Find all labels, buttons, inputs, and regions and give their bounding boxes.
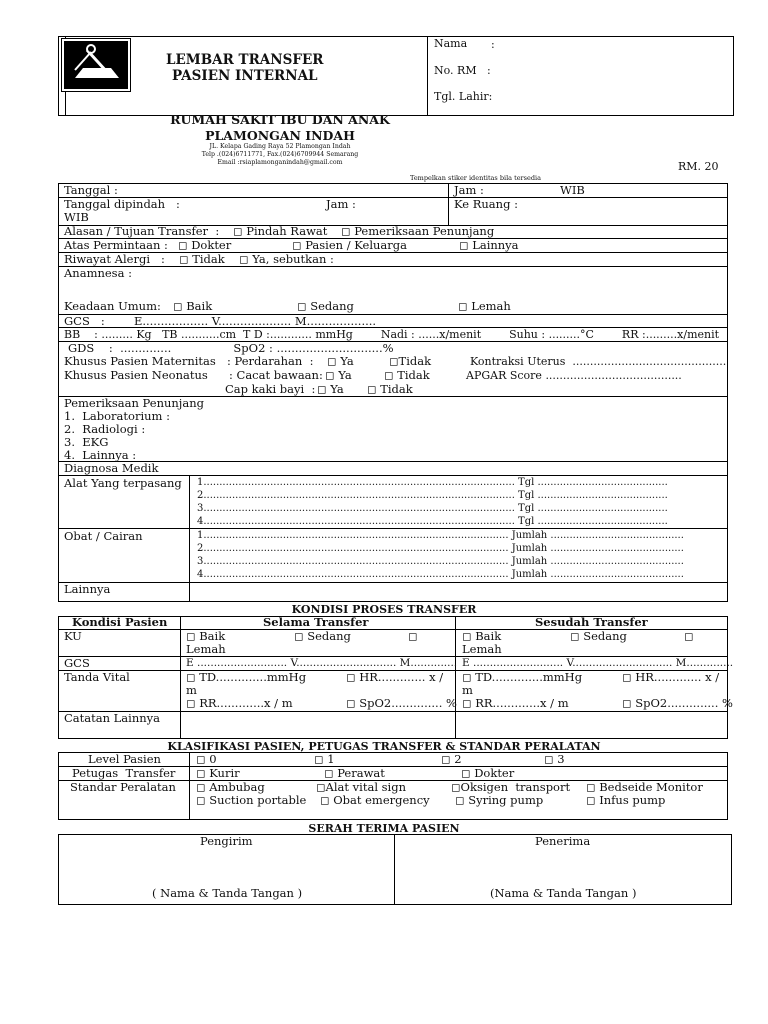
lainnya-label: Lainnya: [64, 582, 111, 596]
hospital-name-line1: RUMAH SAKIT IBU DAN ANAK: [170, 112, 390, 127]
checkbox-ku-baik[interactable]: ◻ Baik: [173, 300, 212, 313]
checkbox-icon: [196, 793, 206, 807]
hospital-address: JL. Kelapa Gading Raya 52 Plamongan Indah: [209, 143, 351, 150]
checkbox-icon: [324, 766, 334, 780]
penunjang-title: Pemeriksaan Penunjang: [64, 396, 204, 410]
checkbox-icon: [455, 793, 465, 807]
checkbox-icon: [341, 224, 351, 238]
penunjang-item-1: 1. Laboratorium :: [64, 409, 170, 423]
checkbox-level-0[interactable]: ◻ 0: [196, 753, 217, 766]
checkbox-infus-pump[interactable]: ◻ Infus pump: [586, 794, 665, 807]
checkbox-level-1[interactable]: ◻ 1: [314, 753, 335, 766]
selama-gcs-line[interactable]: E ........................... V.............................. M..............: [186, 657, 458, 669]
checkbox-dokter[interactable]: ◻ Dokter: [178, 239, 231, 252]
checkbox-icon: [186, 629, 196, 643]
checkbox-icon: [196, 780, 206, 794]
sesudah-lemah-label: Lemah: [462, 642, 502, 656]
col-sesudah-transfer: Sesudah Transfer: [535, 615, 648, 629]
checkbox-icon: [297, 299, 307, 313]
checkbox-ku-lemah[interactable]: ◻ Lemah: [458, 300, 511, 313]
checkbox-icon: [384, 368, 394, 382]
maternitas-label: Khusus Pasien Maternitas: [64, 354, 216, 368]
checkbox-icon: [178, 238, 188, 252]
checkbox-icon: [196, 752, 206, 766]
hospital-phone: Telp .(024)6711771, Fax.(024)6709944 Semarang: [201, 151, 359, 158]
sesudah-td[interactable]: ◻ TD..............mmHg: [462, 671, 582, 684]
pengirim-label: Pengirim: [200, 834, 253, 848]
no-rm-label: No. RM: [434, 64, 477, 77]
penerima-label: Penerima: [535, 834, 591, 848]
kontraksi-uterus[interactable]: Kontraksi Uterus ............................................: [470, 355, 727, 368]
checkbox-icon: [346, 670, 356, 684]
alat-line-2[interactable]: 2.................................................................................................. Tgl .........................................: [197, 490, 668, 501]
penunjang-item-3: 3. EKG: [64, 435, 109, 449]
alat-line-1[interactable]: 1.................................................................................................. Tgl .........................................: [197, 477, 668, 488]
obat-label: Obat / Cairan: [64, 529, 143, 543]
checkbox-cacat-tidak[interactable]: ◻ Tidak: [384, 369, 430, 382]
selama-hr[interactable]: ◻ HR............. x /: [346, 671, 443, 684]
sticker-note: Tempelkan stiker identitas bila tersedia: [410, 174, 541, 182]
checkbox-icon: [462, 670, 472, 684]
checkbox-icon: [441, 752, 451, 766]
cacat-label: : Cacat bawaan:: [229, 368, 323, 382]
checkbox-icon: [586, 793, 596, 807]
nama-label: Nama: [434, 37, 468, 50]
alat-line-4[interactable]: 4.................................................................................................. Tgl .........................................: [197, 516, 668, 527]
rm-code: RM. 20: [678, 160, 719, 173]
checkbox-icon: [622, 696, 632, 710]
sesudah-rr[interactable]: ◻ RR.............x / m: [462, 697, 569, 710]
cap-kaki-label: Cap kaki bayi :: [225, 382, 316, 396]
checkbox-kurir[interactable]: ◻ Kurir: [196, 767, 240, 780]
atas-permintaan-label: Atas Permintaan :: [64, 238, 168, 252]
alat-label: Alat Yang terpasang: [64, 476, 182, 490]
wib-dipindah-label: WIB: [64, 210, 89, 224]
obat-line-4[interactable]: 4................................................................................................ Jumlah ..........................................: [197, 569, 684, 580]
checkbox-level-2[interactable]: ◻ 2: [441, 753, 462, 766]
checkbox-icon: [462, 629, 472, 643]
checkbox-icon: [346, 696, 356, 710]
sesudah-hr[interactable]: ◻ HR............. x /: [622, 671, 719, 684]
checkbox-cap-ya[interactable]: ◻ Ya: [317, 383, 344, 396]
checkbox-icon: [451, 780, 461, 794]
checkbox-icon: [239, 252, 249, 266]
checkbox-icon: [196, 766, 206, 780]
sesudah-hr-unit: m: [462, 683, 473, 697]
col-kondisi-pasien: Kondisi Pasien: [72, 615, 168, 629]
checkbox-icon: [173, 299, 183, 313]
klasifikasi-title: KLASIFIKASI PASIEN, PETUGAS TRANSFER & STANDAR PERALATAN: [167, 740, 601, 753]
sesudah-gcs-line[interactable]: E ........................... V.............................. M..............: [462, 657, 734, 669]
selama-td[interactable]: ◻ TD..............mmHg: [186, 671, 306, 684]
selama-hr-unit: m: [186, 683, 197, 697]
checkbox-selama-sedang[interactable]: ◻ Sedang: [294, 630, 351, 643]
checkbox-selama-baik[interactable]: ◻ Baik: [186, 630, 225, 643]
ke-ruang-label: Ke Ruang :: [454, 197, 518, 211]
checkbox-icon: [314, 752, 324, 766]
jam-dipindah-label: Jam :: [326, 197, 356, 211]
checkbox-icon: [458, 299, 468, 313]
vitals-line[interactable]: BB : ......... Kg TB ...........cm T D :............ mmHg Nadi : ......x/menit Suhu : .........°C RR :.........x/menit: [64, 328, 720, 341]
form-title-line2: PASIEN INTERNAL: [172, 68, 318, 84]
jam-label: Jam :: [454, 183, 484, 197]
checkbox-cap-tidak[interactable]: ◻ Tidak: [367, 383, 413, 396]
kondisi-proses-title: KONDISI PROSES TRANSFER: [291, 603, 477, 616]
checkbox-alat-vital[interactable]: ◻ Alat vital sign: [316, 781, 406, 794]
checkbox-icon: [389, 354, 399, 368]
checkbox-syring-pump[interactable]: ◻ Syring pump: [455, 794, 543, 807]
checkbox-ambubag[interactable]: ◻ Ambubag: [196, 781, 265, 794]
keadaan-umum-label: Keadaan Umum:: [64, 299, 161, 313]
gds-line[interactable]: GDS : .............. SpO2 : .............................%: [68, 341, 394, 355]
checkbox-alergi-ya[interactable]: ◻ Ya, sebutkan :: [239, 253, 334, 266]
checkbox-bedside-monitor[interactable]: ◻ Bedseide Monitor: [586, 781, 703, 794]
apgar-score[interactable]: APGAR Score .......................................: [466, 369, 682, 382]
nama-colon: :: [491, 38, 495, 51]
catatan-label: Catatan Lainnya: [64, 711, 161, 725]
hospital-email: Email :rsiaplamonganindah@gmail.com: [217, 159, 343, 166]
checkbox-selama-lemah[interactable]: [408, 630, 418, 643]
checkbox-alergi-tidak[interactable]: ◻ Tidak: [179, 253, 225, 266]
checkbox-icon: [186, 670, 196, 684]
checkbox-icon: [320, 793, 330, 807]
tanggal-label: Tanggal :: [64, 183, 118, 197]
checkbox-obat-emergency[interactable]: ◻ Obat emergency: [320, 794, 430, 807]
petugas-transfer-label: Petugas Transfer: [72, 766, 176, 780]
obat-line-2[interactable]: 2................................................................................................ Jumlah ..........................................: [197, 543, 684, 554]
penerima-signature[interactable]: (Nama & Tanda Tangan ): [490, 886, 637, 900]
obat-line-3[interactable]: 3................................................................................................ Jumlah ..........................................: [197, 556, 684, 567]
checkbox-icon: [292, 238, 302, 252]
checkbox-icon: [367, 382, 377, 396]
form-title-line1: LEMBAR TRANSFER: [166, 52, 324, 68]
selama-lemah-label: Lemah: [186, 642, 226, 656]
checkbox-icon: [317, 382, 327, 396]
checkbox-icon: [316, 780, 326, 794]
checkbox-icon: [233, 224, 243, 238]
tanda-vital-label: Tanda Vital: [64, 670, 130, 684]
checkbox-level-3[interactable]: ◻ 3: [544, 753, 565, 766]
checkbox-pasien-keluarga[interactable]: ◻ Pasien / Keluarga: [292, 239, 407, 252]
checkbox-icon: [186, 696, 196, 710]
level-pasien-label: Level Pasien: [88, 752, 161, 766]
gcs2-label: GCS: [64, 656, 90, 670]
penunjang-item-2: 2. Radiologi :: [64, 422, 146, 436]
tgl-lahir-label: Tgl. Lahir:: [434, 90, 493, 103]
wib-label: WIB: [560, 183, 585, 197]
logo-icon: [61, 38, 131, 92]
checkbox-dokter-petugas[interactable]: ◻ Dokter: [461, 767, 514, 780]
checkbox-suction[interactable]: ◻ Suction portable: [196, 794, 306, 807]
checkbox-sesudah-lemah[interactable]: [684, 630, 694, 643]
obat-line-1[interactable]: 1................................................................................................ Jumlah ..........................................: [197, 530, 684, 541]
checkbox-icon: [544, 752, 554, 766]
standar-peralatan-label: Standar Peralatan: [70, 780, 176, 794]
checkbox-icon: [294, 629, 304, 643]
selama-rr[interactable]: ◻ RR.............x / m: [186, 697, 293, 710]
checkbox-ku-sedang[interactable]: ◻ Sedang: [297, 300, 354, 313]
checkbox-icon: [586, 780, 596, 794]
checkbox-perdarahan-ya[interactable]: ◻ Ya: [327, 355, 354, 368]
col-selama-transfer: Selama Transfer: [263, 615, 369, 629]
serah-terima-title: SERAH TERIMA PASIEN: [308, 822, 460, 835]
hospital-name-line2: PLAMONGAN INDAH: [205, 128, 355, 143]
checkbox-icon: [325, 368, 335, 382]
sesudah-spo2[interactable]: ◻ SpO2.............. %: [622, 697, 733, 710]
checkbox-icon: [459, 238, 469, 252]
checkbox-pemeriksaan-penunjang[interactable]: ◻ Pemeriksaan Penunjang: [341, 225, 494, 238]
pengirim-signature[interactable]: ( Nama & Tanda Tangan ): [152, 886, 303, 900]
checkbox-perdarahan-tidak[interactable]: ◻ Tidak: [389, 355, 431, 368]
ku-label: KU: [64, 629, 82, 643]
no-rm-colon: :: [487, 64, 491, 77]
alasan-label: Alasan / Tujuan Transfer :: [64, 224, 220, 238]
checkbox-sesudah-sedang[interactable]: ◻ Sedang: [570, 630, 627, 643]
checkbox-icon: [462, 696, 472, 710]
checkbox-icon: [622, 670, 632, 684]
hospital-logo: [61, 38, 131, 92]
checkbox-icon: [327, 354, 337, 368]
checkbox-perawat[interactable]: ◻ Perawat: [324, 767, 385, 780]
neonatus-label: Khusus Pasien Neonatus: [64, 368, 208, 382]
alat-line-3[interactable]: 3.................................................................................................. Tgl .........................................: [197, 503, 668, 514]
selama-spo2[interactable]: ◻ SpO2.............. %: [346, 697, 457, 710]
diagnosa-label: Diagnosa Medik: [64, 461, 159, 475]
checkbox-cacat-ya[interactable]: ◻ Ya: [325, 369, 352, 382]
checkbox-lainnya[interactable]: ◻ Lainnya: [459, 239, 519, 252]
checkbox-icon: [570, 629, 580, 643]
gcs-line[interactable]: GCS : E.................. V.................... M...................: [64, 314, 377, 328]
checkbox-icon: [408, 629, 418, 643]
checkbox-icon: [684, 629, 694, 643]
penunjang-item-4: 4. Lainnya :: [64, 448, 137, 462]
checkbox-pindah-rawat[interactable]: ◻ Pindah Rawat: [233, 225, 327, 238]
perdarahan-label: : Perdarahan :: [227, 354, 314, 368]
checkbox-icon: [179, 252, 189, 266]
anamnesa-label: Anamnesa :: [64, 266, 132, 280]
checkbox-sesudah-baik[interactable]: ◻ Baik: [462, 630, 501, 643]
tanggal-dipindah-label: Tanggal dipindah :: [64, 197, 180, 211]
riwayat-alergi-label: Riwayat Alergi :: [64, 252, 165, 266]
checkbox-oksigen[interactable]: ◻ Oksigen transport: [451, 781, 570, 794]
checkbox-icon: [461, 766, 471, 780]
